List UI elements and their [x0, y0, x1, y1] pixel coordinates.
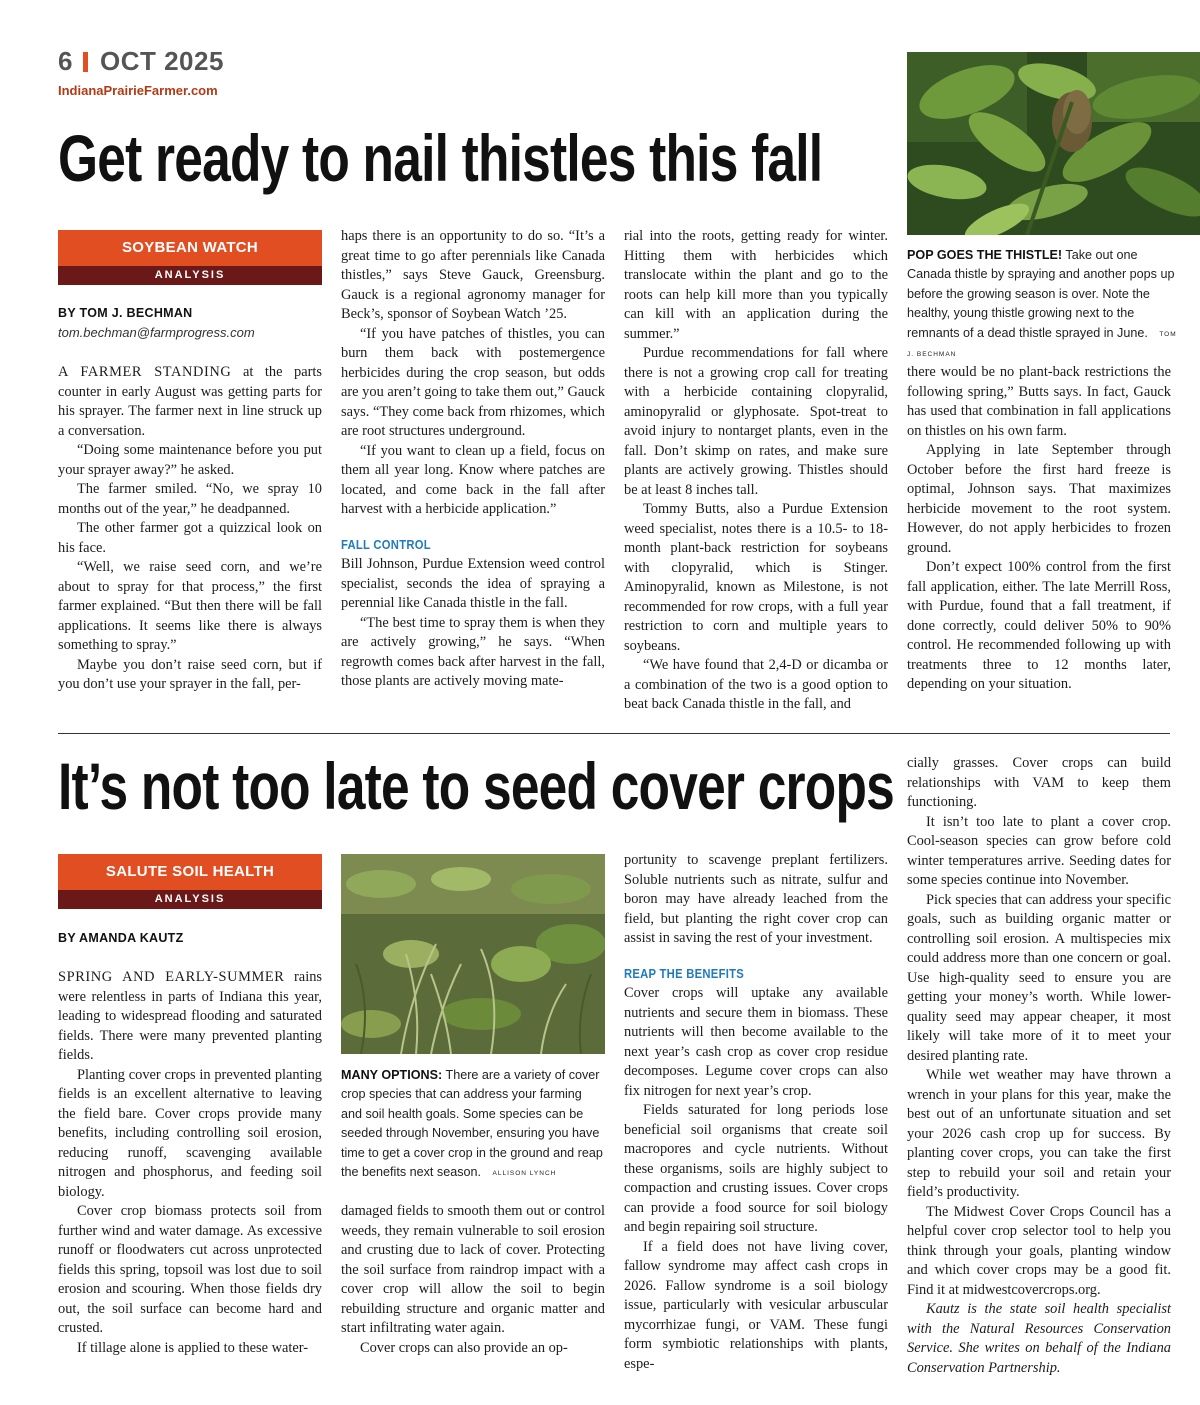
paragraph: cially grasses. Cover crops can build relationships with VAM to keep them functioning. [907, 755, 1171, 810]
paragraph: “If you have patches of thistles, you can burn them back with postemergence herbicides during the crop season, but odds are you aren’t going to take them out,” Gauck says. “They come back from rhizomes, which are root structures underground. [341, 325, 605, 439]
paragraph: “We have found that 2,4-D or dicamba or a combination of the two is a good option to beat back Canada thistle in the fall, and [624, 657, 888, 712]
subhead-reap-the-benefits: REAP THE BENEFITS [624, 966, 745, 981]
cover-crop-photo-caption [341, 1066, 605, 1183]
paragraph: The other farmer got a quizzical look on his face. [58, 520, 322, 556]
tag-title: SALUTE SOIL HEALTH [58, 854, 322, 890]
paragraph: “The best time to spray them is when they are actively growing,” he says. “When regrowth comes back after harvest in the fall, those plants are actively moving mate- [341, 614, 605, 689]
paragraph: The Midwest Cover Crops Council has a helpful cover crop selector tool to help you think through your goals, planting window and which cover crops may be a good fit. Find it at midwestcovercrops.org. [907, 1203, 1171, 1298]
paragraph: If tillage alone is applied to these water- [77, 1339, 309, 1356]
article1-column-3 [624, 227, 888, 715]
thistle-photo [907, 52, 1200, 235]
soybean-watch-tag [58, 230, 322, 285]
paragraph: haps there is an opportunity to do so. “It’s a great time to go after perennials like Canada thistles,” says Steve Gauck, Greensburg. Gauck is a regional agronomy manager for Beck’s, sponsor of Soybean Watch ’25. [341, 228, 605, 322]
paragraph: Cover crops can also provide an op- [360, 1339, 568, 1356]
paragraph: Cover crop biomass protects soil from further wind and water damage. As excessive runoff or floodwaters cut across unprotected fields this spring, topsoil was lost due to soil erosion and scouring. When those fields dry out, the soil surface can become hard and crusted. [58, 1203, 322, 1336]
article2-byline: BY AMANDA KAUTZ [58, 931, 184, 945]
article2-column-1 [58, 968, 322, 1358]
paragraph: portunity to scavenge preplant fertilizers. Soluble nutrients such as nitrate, sulfur and boron may have already leached from the field, but planting the right cover crop can assist in saving the rest of your investment. [624, 852, 888, 946]
paragraph: Tommy Butts, also a Purdue Extension weed specialist, notes there is a 10.5- to 18-month plant-back restriction for soybeans with clopyralid, which is Stinger. Aminopyralid, known as Milestone, is not recommended for row crops, with a full year restriction to corn and multiple years to soybeans. [624, 501, 888, 654]
paragraph: Maybe you don’t raise seed corn, but if you don’t use your sprayer in the fall, per- [58, 656, 322, 692]
article2-headline: It’s not too late to seed cover crops [58, 749, 895, 823]
page-number: 6 [58, 46, 73, 76]
article1-column-1 [58, 363, 322, 695]
salute-soil-health-tag [58, 854, 322, 909]
lead-paragraph: A FARMER STANDING at the parts counter in early August was getting parts for his sprayer. The farmer next in line struck up a conversation. [58, 364, 323, 439]
paragraph: It isn’t too late to plant a cover crop. Cool-season species can grow before cold winter temperatures arrive. Seeding dates for some species continue into November. [907, 813, 1171, 888]
paragraph: Applying in late September through October before the first hard freeze is optimal, Johnson says. That maximizes herbicide movement to the root system. However, do not apply herbicides to frozen ground. [907, 442, 1171, 556]
article-divider [58, 733, 1170, 734]
paragraph: Planting cover crops in prevented planting fields is an excellent alternative to leaving the field bare. Cover crops provide many benefits, including controlling soil erosion, reducing runoff, scavenging available nitrogen and phosphorus, and feeding soil biology. [58, 1066, 322, 1200]
paragraph: rial into the roots, getting ready for winter. Hitting them with herbicides which translocate within the plant and go to the roots can help kill more than you typically can kill with an application during the summer.” [624, 228, 888, 342]
paragraph: “Well, we raise seed corn, and we’re about to spray for that process,” the first farmer explained. “But then there will be fall applications. It seems like there is always something to spray.” [58, 559, 322, 653]
subhead-fall-control: FALL CONTROL [341, 537, 431, 552]
paragraph: damaged fields to smooth them out or control weeds, they remain vulnerable to soil erosion and crusting due to lack of cover. Protecting the soil surface from raindrop impact with a cover crop will allow the soil to begin rebuilding structure and organic matter and start infiltrating water again. [341, 1203, 605, 1336]
caption-text: There are a variety of cover crop species that can address your farming and soil health goals. Some species can be seeded through November, ensuring you have time to get a cover crop in the ground and reap the benefits next season. [341, 1068, 603, 1180]
site-url[interactable]: IndianaPrairieFarmer.com [58, 83, 218, 98]
paragraph: Don’t expect 100% control from the first fall application, either. The late Merrill Ross, with Purdue, found that a fall treatment, if done correctly, could deliver 50% to 90% control. He recommended following up with treatments three to 12 months later, depending on your situation. [907, 559, 1171, 692]
paragraph: there would be no plant-back restrictions the following spring,” Butts says. In fact, Gauck has used that combination in fall applications on thistles on his own farm. [907, 364, 1171, 439]
tag-title: SOYBEAN WATCH [58, 230, 322, 266]
paragraph: Cover crops will uptake any available nutrients and secure them in biomass. These nutrients will then become available to the next year’s cash crop as cover crop residue decomposes. Legume cover crops can also fix nitrogen for next year’s crop. [624, 985, 888, 1099]
paragraph: Pick species that can address your specific goals, such as building organic matter or controlling soil erosion. A multispecies mix could address more than one concern or goal. Use high-quality seed to ensure you are getting your money’s worth. While lower-quality seed may appear cheaper, it most likely will take more of it to meet your desired planting rate. [907, 891, 1171, 1064]
paragraph: The farmer smiled. “No, we spray 10 months out of the year,” he deadpanned. [58, 481, 322, 517]
article1-byline: BY TOM J. BECHMAN [58, 306, 193, 320]
paragraph: Fields saturated for long periods lose beneficial soil organisms that create soil macropores and cycle nutrients. Without these organisms, soils are highly subject to compaction and crusting issues. Cover crops can provide a food source for soil biology and begin repairing soil structure. [624, 1102, 888, 1235]
caption-text: Take out one Canada thistle by spraying and another pops up before the growing season is over. Note the healthy, young thistle growing next to the remnants of a dead thistle sprayed in June. [907, 248, 1175, 340]
author-email[interactable]: tom.bechman@farmprogress.com [58, 325, 255, 340]
thistle-photo-caption [907, 246, 1177, 364]
caption-lead: POP GOES THE THISTLE! [907, 248, 1063, 262]
issue-date: OCT 2025 [99, 46, 224, 76]
paragraph: “Doing some maintenance before you put your sprayer away?” he asked. [58, 442, 322, 478]
paragraph: Purdue recommendations for fall where there is not a growing crop call for treating with a herbicide containing clopyralid, aminopyralid or glyphosate. Spot-treat to avoid injury to nontarget plants, even in the fall. Don’t skimp on rates, and make sure plants are actively growing. Thistles should be at least 8 inches tall. [624, 345, 888, 498]
photo-credit: TOM J. BECHMAN [907, 330, 1177, 359]
caption-lead: MANY OPTIONS: [341, 1068, 443, 1082]
article1-column-2 [341, 227, 605, 692]
paragraph: If a field does not have living cover, fallow syndrome may affect cash crops in 2026. Fallow syndrome is a soil biology issue, particularly with vesicular arbuscular mycorrhizae fungi, or VAM. These fungi form symbiotic relationships with plants, espe- [624, 1238, 888, 1372]
article2-column-4 [907, 754, 1171, 1378]
article2-column-3 [624, 851, 888, 1374]
lead-in: SPRING AND EARLY-SUMMER [58, 969, 285, 985]
cover-crop-photo [341, 854, 605, 1054]
lead-in: A FARMER STANDING [58, 364, 232, 380]
folio-divider [83, 52, 88, 72]
paragraph: “If you want to clean up a field, focus on them all year long. Know where patches are located, and come back in the fall after harvest with a herbicide application.” [341, 442, 605, 517]
article1-column-4 [907, 363, 1171, 695]
article1-headline: Get ready to nail thistles this fall [58, 121, 823, 195]
tag-sub: ANALYSIS [58, 890, 322, 909]
photo-credit: ALLISON LYNCH [492, 1170, 557, 1178]
tag-sub: ANALYSIS [58, 266, 322, 285]
article2-column-2 [341, 1202, 605, 1358]
page-folio [58, 46, 224, 77]
paragraph: Bill Johnson, Purdue Extension weed control specialist, seconds the idea of spraying a perennial like Canada thistle in the fall. [341, 556, 605, 611]
lead-paragraph: SPRING AND EARLY-SUMMER rains were relentless in parts of Indiana this year, leading to widespread flooding and saturated fields. There were many prevented planting fields. [58, 969, 322, 1063]
author-bio: Kautz is the state soil health specialist with the Natural Resources Conservation Service. She writes on behalf of the Indiana Conservation Partnership. [907, 1301, 1171, 1376]
paragraph: While wet weather may have thrown a wrench in your plans for this year, make the best out of an unfortunate situation and set your 2026 cash crop up for success. By planting cover crops, you can take the first step to rebuild your soil and retain your field’s productivity. [907, 1067, 1171, 1200]
